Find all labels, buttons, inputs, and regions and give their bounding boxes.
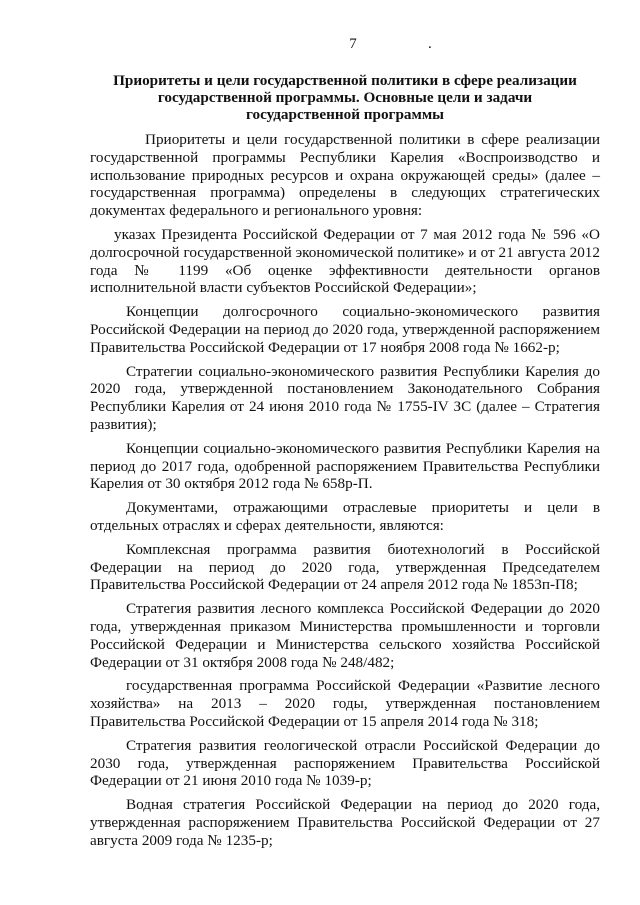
paragraph: Приоритеты и цели государственной политики в сфере реализации государственной программы Республики Карелия «Воспроизводство и использование природных ресурсов и охрана окружающей среды» (далее – государственная программа) определены в следующих стратегических документах федерального и регионального уровня: xyxy=(90,131,600,220)
paragraph: государственная программа Российской Федерации «Развитие лесного хозяйства» на 2013 – 2020 годы, утвержденная постановлением Правительства Российской Федерации от 15 апреля 2014 года № 318; xyxy=(90,677,600,730)
paragraph: указах Президента Российской Федерации от 7 мая 2012 года № 596 «О долгосрочной государственной экономической политике» и от 21 августа 2012 года № 1199 «Об оценке эффективности деятельности органов исполнительной власти субъектов Российской Федерации»; xyxy=(90,225,600,297)
page-number: 7 xyxy=(349,36,357,52)
paragraph: Документами, отражающими отраслевые приоритеты и цели в отдельных отраслях и сферах деятельности, являются: xyxy=(90,499,600,534)
paragraph: Концепции долгосрочного социально-экономического развития Российской Федерации на период до 2020 года, утвержденной распоряжением Правительства Российской Федерации от 17 ноября 2008 года № 1662-р; xyxy=(90,303,600,356)
corner-mark: . xyxy=(428,36,432,52)
paragraph: Стратегия развития геологической отрасли Российской Федерации до 2030 года, утвержденная распоряжением Правительства Российской Федерации от 21 июня 2010 года № 1039-р; xyxy=(90,736,600,790)
paragraph: Стратегии социально-экономического развития Республики Карелия до 2020 года, утвержденной постановлением Законодательного Собрания Республики Карелия от 24 июня 2010 года № 1755-IV ЗС (далее – Стратегия развития); xyxy=(90,362,600,433)
paragraph: Водная стратегия Российской Федерации на период до 2020 года, утвержденная распоряжением Правительства Российской Федерации от 27 августа 2009 года № 1235-р; xyxy=(90,796,600,849)
paragraph: Концепции социально-экономического развития Республики Карелия на период до 2017 года, одобренной распоряжением Правительства Республики Карелия от 30 октября 2012 года № 658р-П. xyxy=(90,439,600,493)
paragraph: Комплексная программа развития биотехнологий в Российской Федерации на период до 2020 года, утвержденная Председателем Правительства Российской Федерации от 24 апреля 2012 года № 1853п-П8; xyxy=(90,540,600,594)
section-heading xyxy=(90,72,600,123)
paragraph: Стратегия развития лесного комплекса Российской Федерации до 2020 года, утвержденная приказом Министерства промышленности и торговли Российской Федерации и Министерства сельского хозяйства Российской Федерации от 31 октября 2008 года № 248/482; xyxy=(90,600,600,671)
heading-line: Приоритеты и цели государственной политики в сфере реализации xyxy=(113,72,577,89)
heading-line: государственной программы xyxy=(245,106,445,123)
heading-line: государственной программы. Основные цели и задачи xyxy=(157,89,533,106)
body-text xyxy=(90,131,600,855)
